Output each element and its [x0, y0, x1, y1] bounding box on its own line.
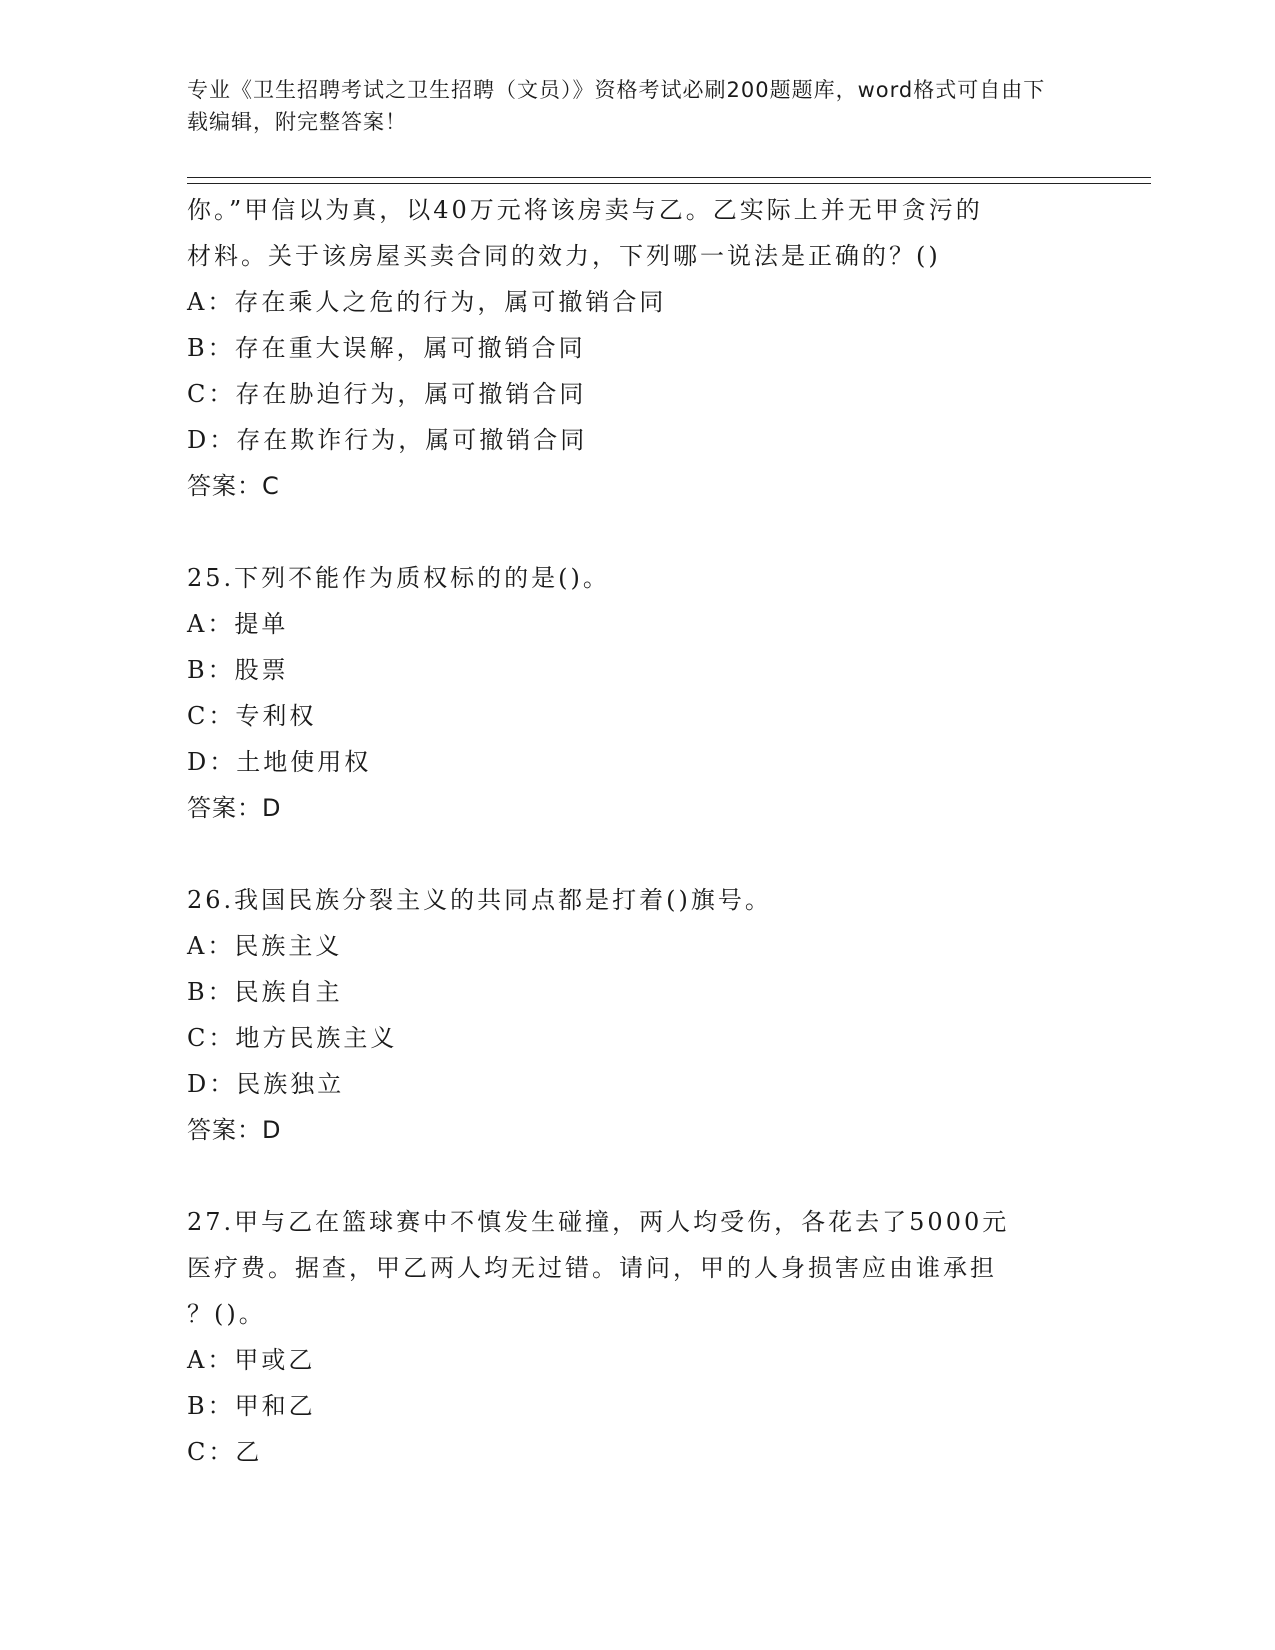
option-b: B：甲和乙 [187, 1392, 316, 1420]
document-header: 专业《卫生招聘考试之卫生招聘（文员）》资格考试必刷200题题库，word格式可自由下载编辑，附完整答案！ [187, 78, 1046, 134]
answer: 答案：C [187, 472, 280, 500]
option-c: C：专利权 [187, 702, 317, 730]
question-text-line: 医疗费。据查，甲乙两人均无过错。请问，甲的人身损害应由谁承担 [187, 1254, 997, 1282]
option-a: A：甲或乙 [187, 1346, 316, 1374]
option-d: D：土地使用权 [187, 748, 372, 776]
question-26 [187, 877, 1087, 1153]
question-24 [187, 187, 1087, 509]
answer: 答案：D [187, 1116, 282, 1144]
option-d: D：存在欺诈行为，属可撤销合同 [187, 426, 588, 454]
question-text-line: 26.我国民族分裂主义的共同点都是打着()旗号。 [187, 886, 772, 914]
option-b: B：存在重大误解，属可撤销合同 [187, 334, 586, 362]
option-a: A：民族主义 [187, 932, 343, 960]
question-text-line: 25.下列不能作为质权标的的是()。 [187, 564, 610, 592]
question-27 [187, 1199, 1087, 1475]
question-25 [187, 555, 1087, 831]
question-text-line: 你。”甲信以为真，以40万元将该房卖与乙。乙实际上并无甲贪污的 [187, 196, 983, 224]
question-text-line: 27.甲与乙在篮球赛中不慎发生碰撞，两人均受伤，各花去了5000元 [187, 1208, 1010, 1236]
header-rule-bottom [187, 183, 1151, 184]
option-a: A：提单 [187, 610, 289, 638]
option-c: C：存在胁迫行为，属可撤销合同 [187, 380, 587, 408]
header-rule-top [187, 177, 1151, 178]
answer: 答案：D [187, 794, 282, 822]
option-d: D：民族独立 [187, 1070, 345, 1098]
option-a: A：存在乘人之危的行为，属可撤销合同 [187, 288, 667, 316]
option-b: B：股票 [187, 656, 289, 684]
question-text-line: 材料。关于该房屋买卖合同的效力，下列哪一说法是正确的？() [187, 242, 941, 270]
question-content [187, 187, 1087, 1475]
question-text-line: ？()。 [187, 1300, 266, 1328]
option-c: C：地方民族主义 [187, 1024, 398, 1052]
option-b: B：民族自主 [187, 978, 343, 1006]
option-c: C：乙 [187, 1438, 263, 1466]
